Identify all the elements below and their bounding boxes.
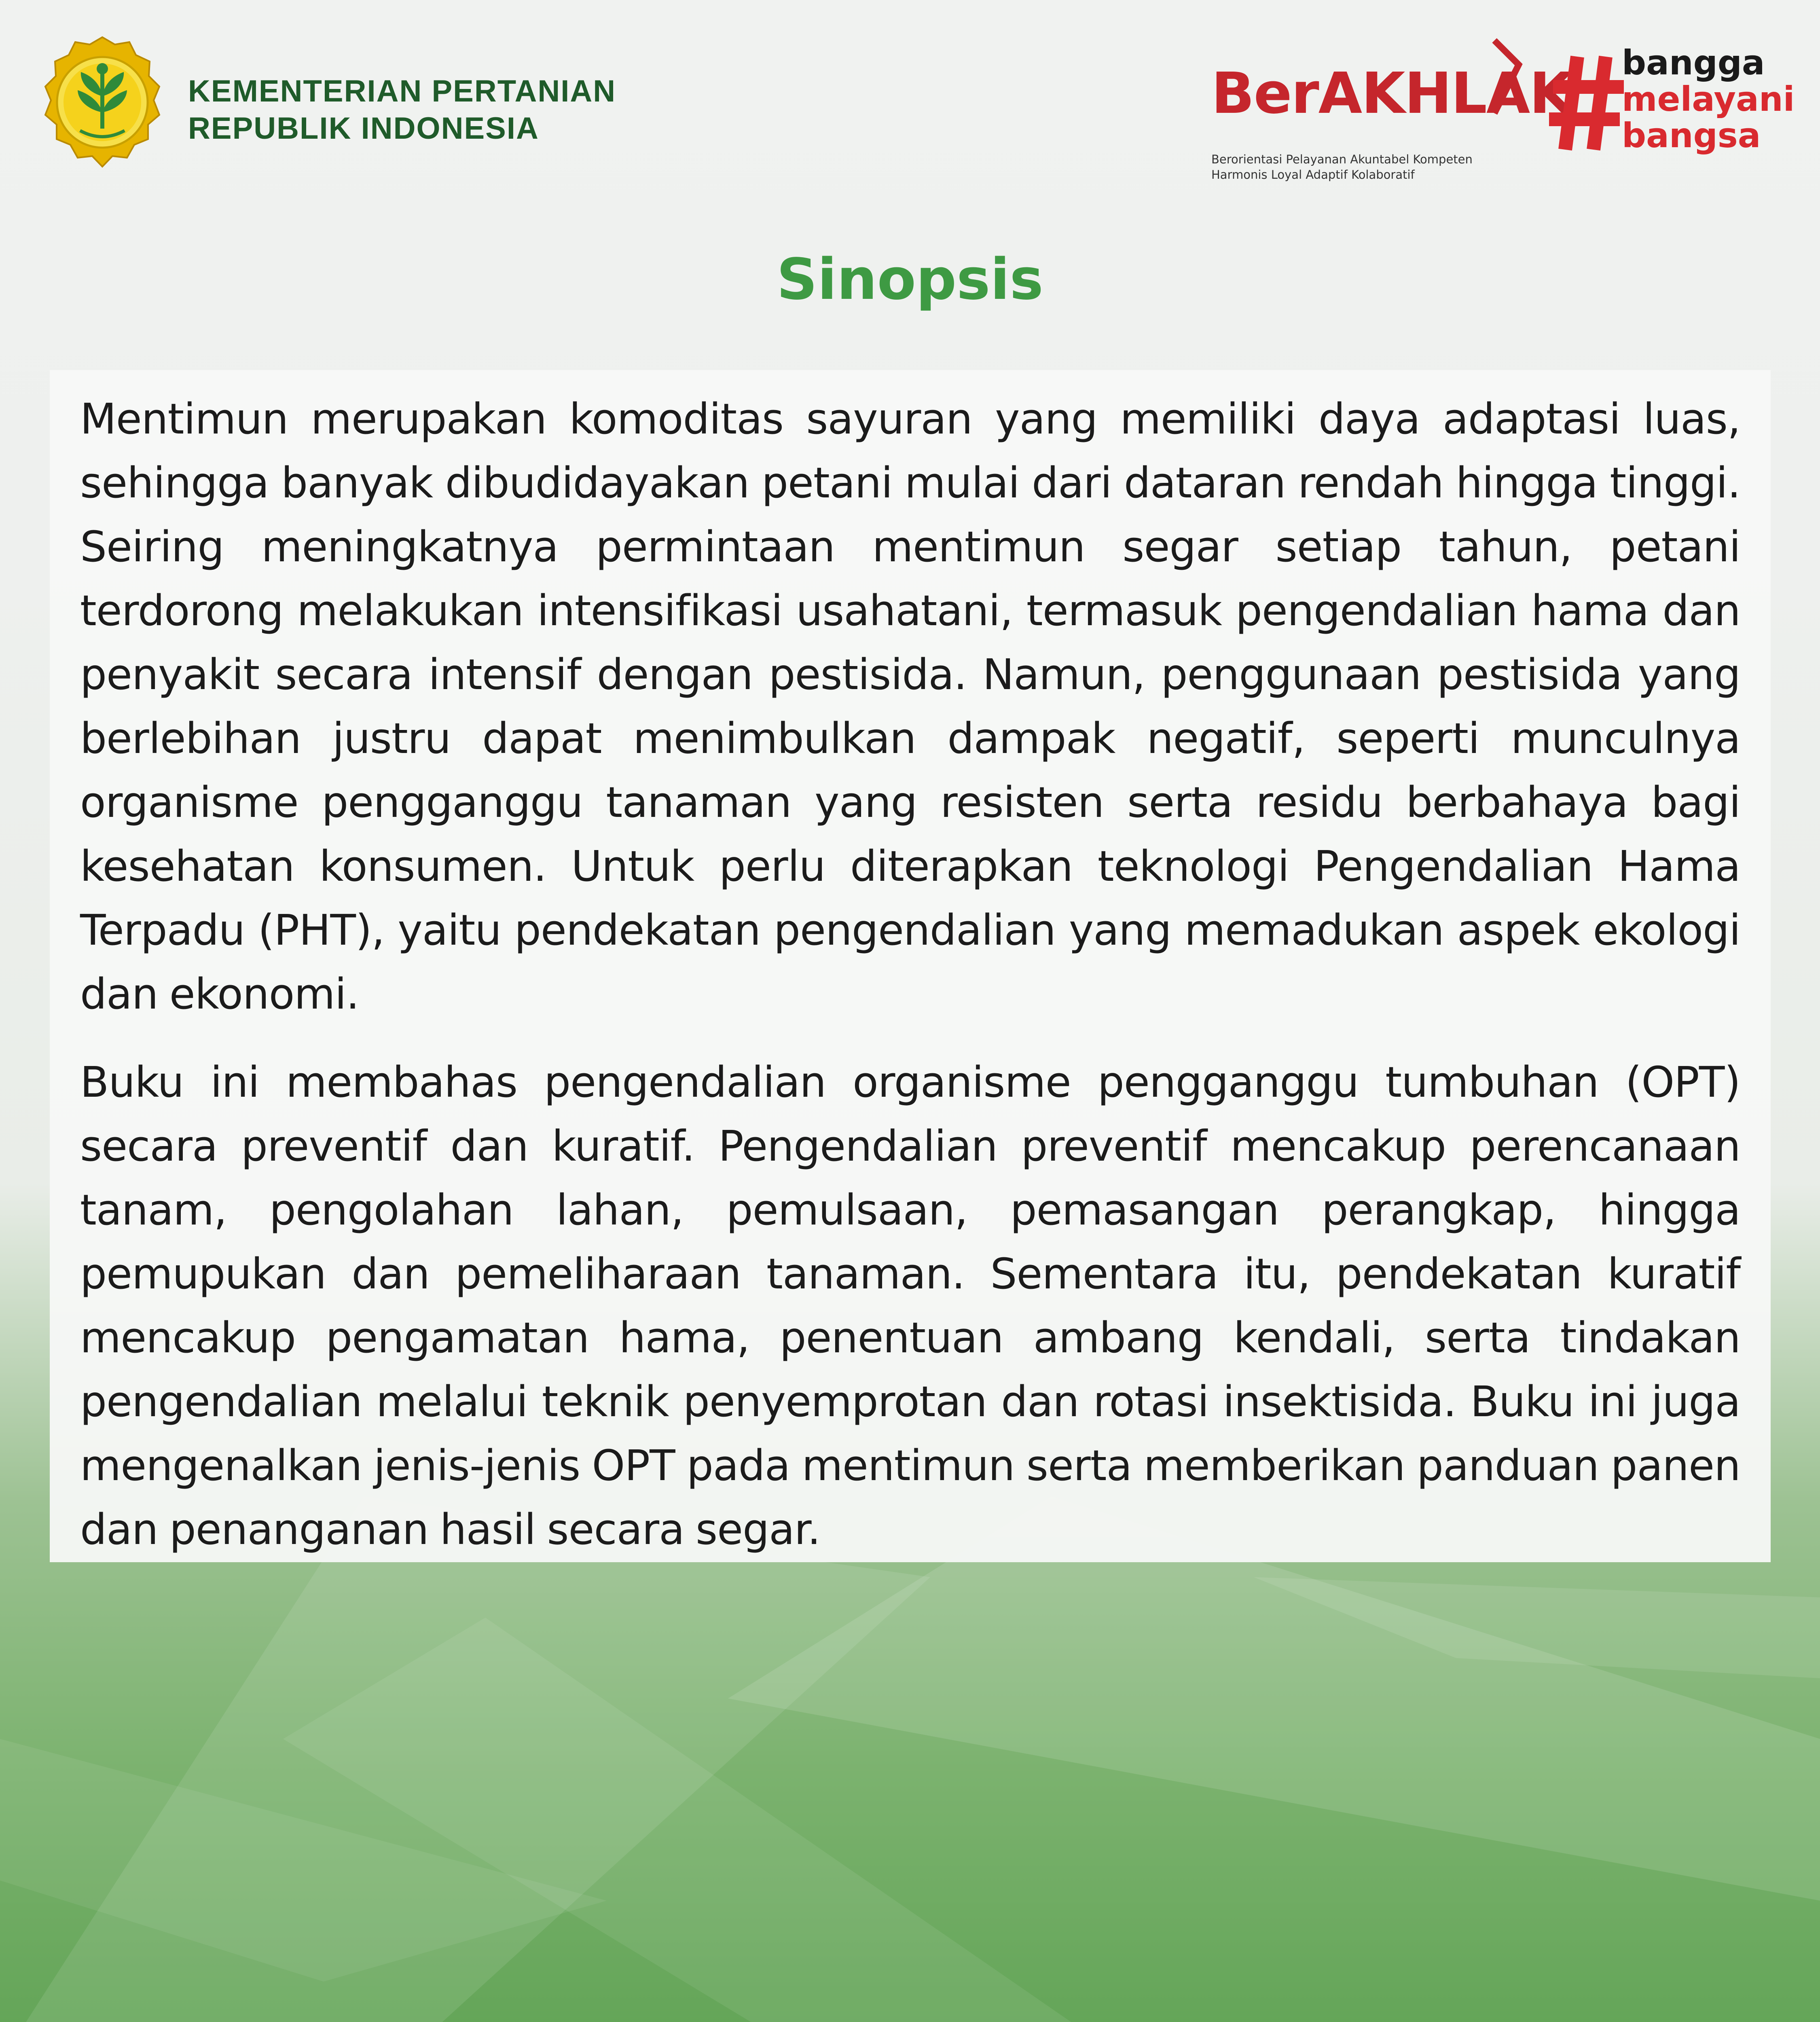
page-title: Sinopsis xyxy=(777,247,1043,313)
berakhlak-subtitle-line1: Berorientasi Pelayanan Akuntabel Kompeten xyxy=(1211,152,1473,166)
berakhlak-title: BerAKHLAK xyxy=(1211,61,1572,127)
hashtag-word-bangsa: bangsa xyxy=(1622,116,1761,155)
synopsis-paragraph-1: Mentimun merupakan komoditas sayuran yang memiliki daya adaptasi luas, sehingga banyak dibudidayakan petani mulai dari dataran rendah hingga tinggi. Seiring meningkatnya permintaan mentimun segar setiap tahun, petani terdorong melakukan intensifikasi usahatani, termasuk pengendalian hama dan penyakit secara intensif dengan pestisida. Namun, penggunaan pestisida yang berlebihan justru dapat menimbulkan dampak negatif, seperti munculnya organisme pengganggu tanaman yang resisten serta residu berbahaya bagi kesehatan konsumen. Untuk perlu diterapkan teknologi Pengendalian Hama Terpadu (PHT), yaitu pendekatan pengendalian yang memadukan aspek ekologi dan ekonomi. xyxy=(80,394,1740,1019)
ministry-name-line2: REPUBLIK INDONESIA xyxy=(188,111,539,146)
ministry-emblem-icon xyxy=(36,36,169,169)
hashtag-icon xyxy=(1549,53,1626,154)
synopsis-text-box xyxy=(50,370,1771,1562)
ministry-name xyxy=(188,73,616,147)
synopsis-paragraph-2: Buku ini membahas pengendalian organisme pengganggu tumbuhan (OPT) secara preventif dan kuratif. Pengendalian preventif mencakup perencanaan tanam, pengolahan lahan, pemulsaan, pemasangan perangkap, hingga pemupukan dan pemeliharaan tanaman. Sementara itu, pendekatan kuratif mencakup pengamatan hama, penentuan ambang kendali, serta tindakan pengendalian melalui teknik penyemprotan dan rotasi insektisida. Buku ini juga mengenalkan jenis-jenis OPT pada mentimun serta memberikan panduan panen dan penanganan hasil secara segar. xyxy=(80,1058,1740,1554)
hashtag-word-melayani: melayani xyxy=(1622,79,1795,119)
header xyxy=(0,0,1820,202)
hashtag-word-bangga: bangga xyxy=(1622,43,1765,82)
berakhlak-logo xyxy=(1207,32,1572,182)
berakhlak-subtitle-line2: Harmonis Loyal Adaptif Kolaboratif xyxy=(1211,168,1415,182)
hashtag-words xyxy=(1622,44,1795,154)
bangga-melayani-bangsa-logo xyxy=(1545,43,1795,158)
ministry-name-line1: KEMENTERIAN PERTANIAN xyxy=(188,74,616,108)
berakhlak-subtitle xyxy=(1211,152,1473,182)
